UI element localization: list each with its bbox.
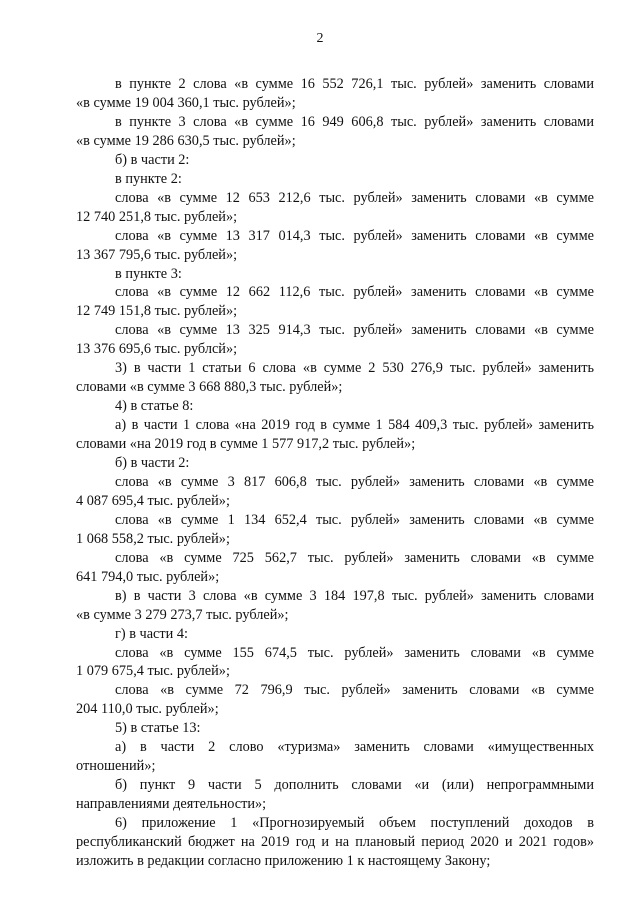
- text-line: 204 110,0 тыс. рублей»;: [76, 701, 219, 718]
- text-line: б) пункт 9 части 5 дополнить словами «и (или) непрограммными: [115, 777, 594, 794]
- text-line: б) в части 2:: [115, 151, 190, 168]
- text-line: слова «в сумме 12 653 212,6 тыс. рублей» заменить словами «в сумме: [115, 189, 594, 206]
- text-line: словами «в сумме 3 668 880,3 тыс. рублей»;: [76, 379, 343, 396]
- text-line: словами «на 2019 год в сумме 1 577 917,2 тыс. рублей»;: [76, 436, 416, 453]
- text-line: 12 740 251,8 тыс. рублей»;: [76, 208, 238, 225]
- text-line: в) в части 3 слова «в сумме 3 184 197,8 тыс. рублей» заменить словами: [115, 587, 594, 604]
- text-line: 3) в части 1 статьи 6 слова «в сумме 2 530 276,9 тыс. рублей» заменить: [115, 360, 594, 377]
- text-line: а) в части 2 слово «туризма» заменить словами «имущественных: [115, 739, 594, 756]
- text-line: слова «в сумме 725 562,7 тыс. рублей» заменить словами «в сумме: [115, 549, 594, 566]
- text-line: 641 794,0 тыс. рублей»;: [76, 568, 220, 585]
- text-line: изложить в редакции согласно приложению 1 к настоящему Закону;: [76, 852, 491, 869]
- text-line: отношений»;: [76, 758, 156, 775]
- text-line: 1 068 558,2 тыс. рублей»;: [76, 530, 230, 547]
- text-line: 13 367 795,6 тыс. рублей»;: [76, 246, 238, 263]
- text-line: в пункте 2 слова «в сумме 16 552 726,1 тыс. рублей» заменить словами: [115, 76, 594, 92]
- text-line: 4) в статье 8:: [115, 398, 194, 415]
- text-line: слова «в сумме 13 325 914,3 тыс. рублей» заменить словами «в сумме: [115, 322, 594, 339]
- text-line: 6) приложение 1 «Прогнозируемый объем поступлений доходов в: [115, 815, 594, 832]
- text-line: 1 079 675,4 тыс. рублей»;: [76, 663, 230, 680]
- page-number: 2: [316, 31, 324, 46]
- text-line: слова «в сумме 155 674,5 тыс. рублей» заменить словами «в сумме: [115, 644, 594, 661]
- text-line: в пункте 2:: [115, 170, 182, 187]
- text-line: б) в части 2:: [115, 455, 190, 471]
- text-line: слова «в сумме 13 317 014,3 тыс. рублей» заменить словами «в сумме: [115, 227, 594, 244]
- text-line: слова «в сумме 12 662 112,6 тыс. рублей» заменить словами «в сумме: [115, 284, 594, 301]
- text-line: направлениями деятельности»;: [76, 796, 267, 813]
- text-line: слова «в сумме 1 134 652,4 тыс. рублей» заменить словами «в сумме: [115, 511, 594, 528]
- text-line: республиканский бюджет на 2019 год и на плановый период 2020 и 2021 годов»: [76, 834, 594, 850]
- text-line: 4 087 695,4 тыс. рублей»;: [76, 492, 230, 509]
- text-line: слова «в сумме 3 817 606,8 тыс. рублей» заменить словами «в сумме: [115, 473, 594, 490]
- text-line: в пункте 3 слова «в сумме 16 949 606,8 тыс. рублей» заменить словами: [115, 113, 594, 130]
- text-line: «в сумме 19 004 360,1 тыс. рублей»;: [76, 94, 296, 111]
- text-line: в пункте 3:: [115, 265, 182, 282]
- text-line: 13 376 695,6 тыс. рублсй»;: [76, 341, 238, 358]
- text-line: «в сумме 19 286 630,5 тыс. рублей»;: [76, 132, 296, 149]
- text-line: 5) в статье 13:: [115, 720, 201, 737]
- text-line: а) в части 1 слова «на 2019 год в сумме 1 584 409,3 тыс. рублей» заменить: [115, 417, 594, 434]
- text-line: «в сумме 3 279 273,7 тыс. рублей»;: [76, 606, 289, 623]
- text-line: 12 749 151,8 тыс. рублей»;: [76, 303, 238, 320]
- text-line: г) в части 4:: [115, 625, 188, 642]
- text-line: слова «в сумме 72 796,9 тыс. рублей» заменить словами «в сумме: [115, 682, 594, 699]
